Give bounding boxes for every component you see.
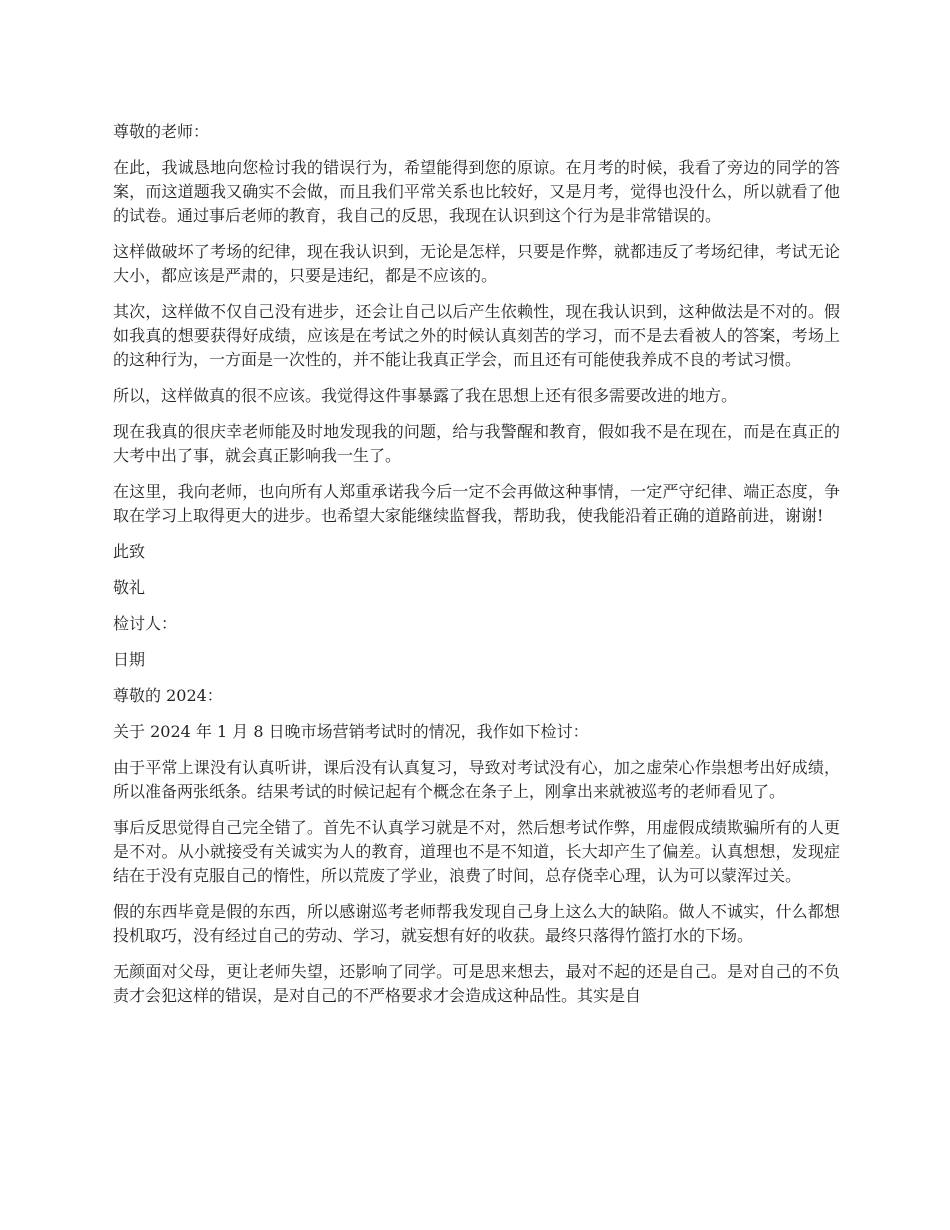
paragraph: 所以，这样做真的很不应该。我觉得这件事暴露了我在思想上还有很多需要改进的地方。: [113, 386, 738, 405]
salutation: 尊敬的老师：: [113, 122, 210, 141]
paragraph: 无颜面对父母，更让老师失望，还影响了同学。可是思来想去，最对不起的还是自己。是对自己的不负责才会犯这样的错误，是对自己的不严格要求才会造成这种品性。其实是自: [113, 962, 840, 1005]
paragraph: 关于 2024 年 1 月 8 日晚市场营销考试时的情况，我作如下检讨：: [113, 722, 589, 741]
closing-line: 敬礼: [113, 578, 146, 597]
paragraph: 在这里，我向老师，也向所有人郑重承诺我今后一定不会再做这种事情，一定严守纪律、端正态度，争取在学习上取得更大的进步。也希望大家能继续监督我，帮助我，使我能沿着正确的道路前进，谢谢!: [113, 482, 840, 525]
paragraph: 由于平常上课没有认真听讲，课后没有认真复习，导致对考试没有心，加之虚荣心作祟想考出好成绩，所以准备两张纸条。结果考试的时候记起有个概念在条子上，刚拿出来就被巡考的老师看见了。: [113, 758, 840, 801]
paragraph: 事后反思觉得自己完全错了。首先不认真学习就是不对，然后想考试作弊，用虚假成绩欺骗所有的人更是不对。从小就接受有关诚实为人的教育，道理也不是不知道，长大却产生了偏差。认真想想，发现症结在于没有克服自己的惰性，所以荒废了学业，浪费了时间，总存侥幸心理，认为可以蒙浑过关。: [113, 818, 840, 885]
closing-line: 此致: [113, 542, 146, 561]
paragraph: 现在我真的很庆幸老师能及时地发现我的问题，给与我警醒和教育，假如我不是在现在，而是在真正的大考中出了事，就会真正影响我一生了。: [113, 422, 840, 465]
paragraph: 在此，我诚恳地向您检讨我的错误行为，希望能得到您的原谅。在月考的时候，我看了旁边的同学的答案，而这道题我又确实不会做，而且我们平常关系也比较好，又是月考，觉得也没什么，所以就看了他的试卷。通过事后老师的教育，我自己的反思，我现在认识到这个行为是非常错误的。: [113, 158, 840, 225]
paragraph: 其次，这样做不仅自己没有进步，还会让自己以后产生依赖性，现在我认识到，这种做法是不对的。假如我真的想要获得好成绩，应该是在考试之外的时候认真刻苦的学习，而不是去看被人的答案，考场上的这种行为，一方面是一次性的，并不能让我真正学会，而且还有可能使我养成不良的考试习惯。: [113, 302, 840, 369]
paragraph: 假的东西毕竟是假的东西，所以感谢巡考老师帮我发现自己身上这么大的缺陷。做人不诚实，什么都想投机取巧，没有经过自己的劳动、学习，就妄想有好的收获。最终只落得竹篮打水的下场。: [113, 902, 840, 945]
document-body: [113, 120, 840, 1020]
paragraph: 这样做破坏了考场的纪律，现在我认识到，无论是怎样，只要是作弊，就都违反了考场纪律，考试无论大小，都应该是严肃的，只要是违纪，都是不应该的。: [113, 242, 840, 285]
date-label: 日期: [113, 650, 146, 669]
salutation: 尊敬的 2024：: [113, 686, 223, 705]
signature-label: 检讨人：: [113, 614, 178, 633]
